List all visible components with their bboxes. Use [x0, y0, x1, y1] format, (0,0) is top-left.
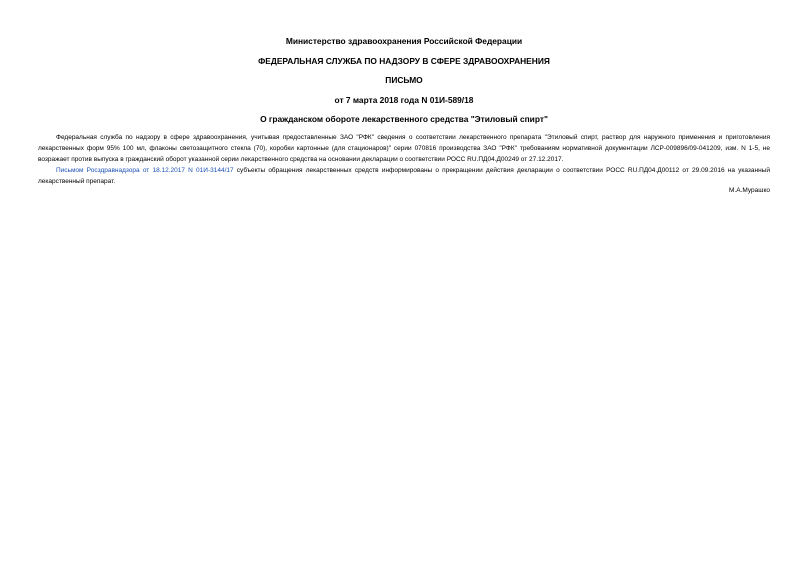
document-type: ПИСЬМО [385, 75, 423, 85]
service-title: ФЕДЕРАЛЬНАЯ СЛУЖБА ПО НАДЗОРУ В СФЕРЕ ЗДРАВООХРАНЕНИЯ [258, 56, 550, 66]
signature: М.А.Мурашко [728, 187, 770, 194]
ministry-title: Министерство здравоохранения Российской Федерации [285, 36, 523, 46]
document-subject: О гражданском обороте лекарственного средства "Этиловый спирт" [260, 114, 548, 124]
document-date-number: от 7 марта 2018 года N 01И-589/18 [334, 95, 474, 105]
body-paragraph-2 [38, 165, 770, 187]
body-paragraph-2-text: субъекты обращения лекарственных средств информированы о прекращении действия декларации о соответствии РОСС RU.ПД04.Д00112 от 29.09.2016 на указанный лекарственный препарат. [38, 167, 770, 185]
body-paragraph-1: Федеральная служба по надзору в сфере здравоохранения, учитывая предоставленные ЗАО "РФК" сведения о соответствии лекарственного препарата "Этиловый спирт, раствор для наружного применения и приготовления лекарственных форм 95% 100 мл, флаконы светозащитного стекла (70), коробки картонные (для стационаров)" серии 070816 производства ЗАО "РФК" требованиям нормативной документации ЛСР-009896/09-041209, изм. N 1-5, не возражает против выпуска в гражданский оборот указанной серии лекарственного средства на основании декларации о соответствии РОСС RU.ПД04.Д00249 от 27.12.2017. [38, 134, 770, 163]
letter-reference-link[interactable]: Письмом Росздравнадзора от 18.12.2017 N 01И-3144/17 [56, 167, 234, 174]
